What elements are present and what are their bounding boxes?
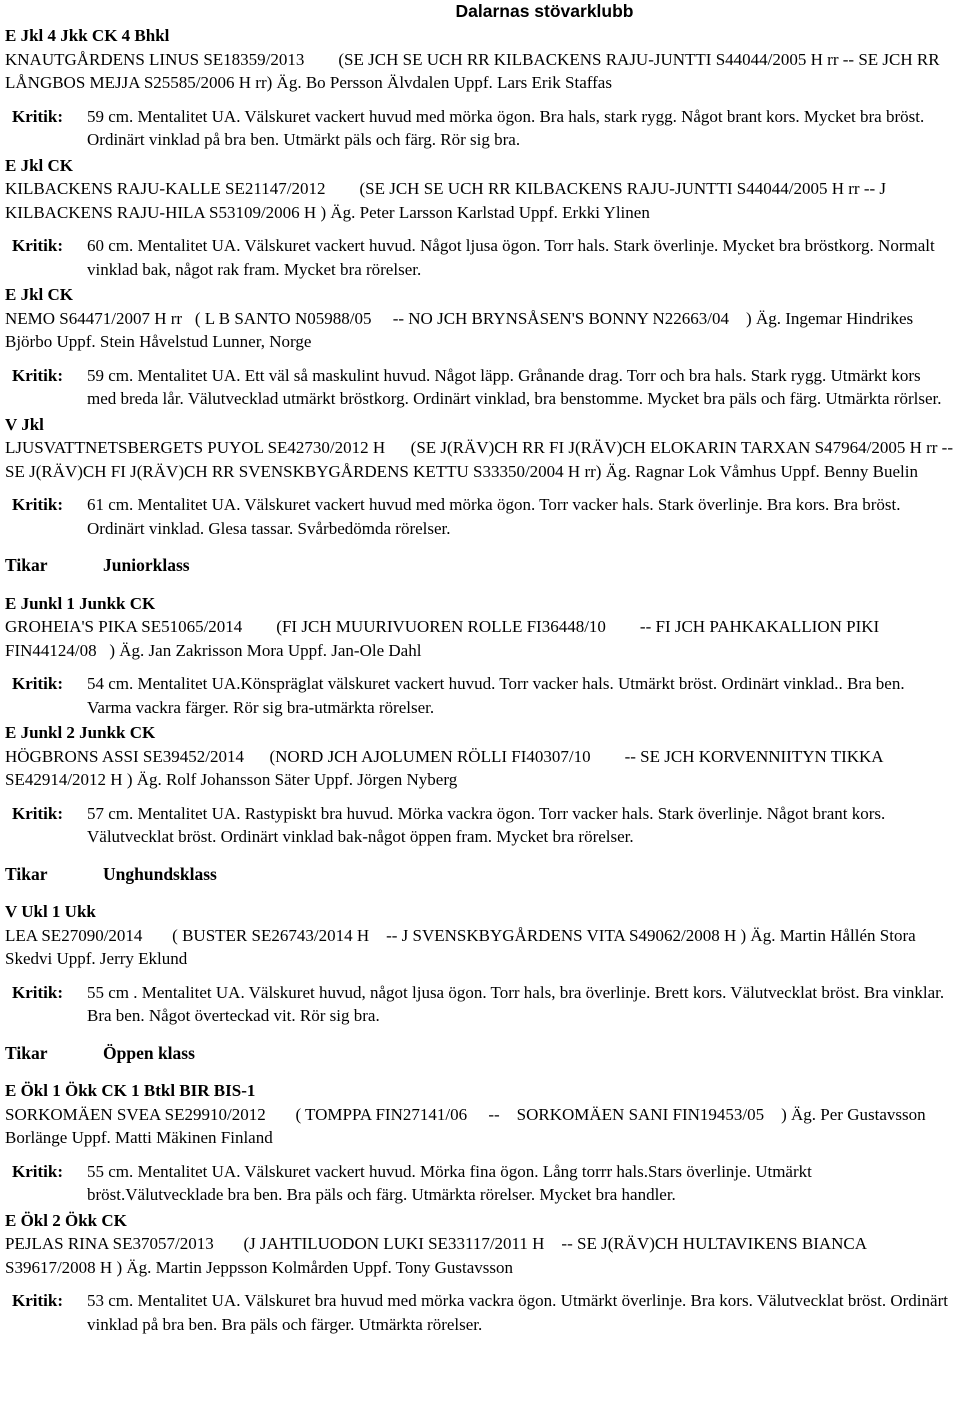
entry-dog-info: PEJLAS RINA SE37057/2013 (J JAHTILUODON LUKI SE33117/2011 H -- SE J(RÄV)CH HULTAVIKENS BIANCA S39617/2008 H ) Äg. Martin Jeppsson Kolmården Uppf. Tony Gustavsson [5,1234,871,1277]
entry-award: E Junkl 2 Junkk CK [5,723,156,742]
critique-text: 54 cm. Mentalitet UA.Könspräglat välskuret vackert huvud. Torr vacker hals. Utmärkt bröst. Ordinärt vinklad.. Bra ben. Varma vackra färger. Rör sig bra-utmärkta rörelser. [87,674,905,717]
critique-text: 59 cm. Mentalitet UA. Ett väl så maskulint huvud. Något läpp. Grånande drag. Torr och bra hals. Stark rygg. Utmärkt kors med breda lår. Välutvecklad utmärkt bröstkorg. Ordinärt vinklad, bra benstomme. Mycket bra päls och färg. Utmärkta rörlser. [87,365,942,408]
entry-award: V Ukl 1 Ukk [5,902,96,921]
critique-label: Kritik: [12,803,63,823]
entry-award: E Ökl 2 Ökk CK [5,1210,127,1230]
dog-entry [5,721,954,849]
critique-label: Kritik: [12,1161,63,1181]
critique-label: Kritik: [12,982,63,1002]
critique-text: 61 cm. Mentalitet UA. Välskuret vackert huvud med mörka ögon. Torr vacker hals. Stark överlinje. Bra kors. Bra bröst. Ordinärt vinklad. Glesa tassar. Svårbedömda rörelser. [87,495,901,538]
entry-critique [5,493,954,540]
critique-label: Kritik: [12,674,63,693]
section-sex: Tikar [5,1042,48,1063]
entry-dog-info: GROHEIA'S PIKA SE51065/2014 (FI JCH MUURIVUOREN ROLLE FI36448/10 -- FI JCH PAHKAKALLION PIKI FIN44124/08 ) Äg. Jan Zakrisson Mora Uppf. Jan-Ole Dahl [5,617,884,660]
section-class: Unghundsklass [103,863,217,884]
section-heading [5,863,954,887]
critique-text: 53 cm. Mentalitet UA. Välskuret bra huvud med mörka vackra ögon. Utmärkt överlinje. Bra kors. Välutvecklat bröst. Ordinärt vinklad på bra ben. Bra päls och färger. Utmärkta rörelser. [87,1291,948,1334]
dog-entry [5,24,954,152]
entry-critique [5,234,954,281]
critique-text: 55 cm . Mentalitet UA. Välskuret huvud, något ljusa ögon. Torr hals, bra överlinje. Brett kors. Välutvecklat bröst. Bra vinklar. Bra ben. Något överteckad vit. Rör sig bra. [87,982,945,1025]
entry-award: E Jkl 4 Jkk CK 4 Bhkl [5,26,170,45]
dog-entry [5,592,954,720]
entry-dog-info: SORKOMÄEN SVEA SE29910/2012 ( TOMPPA FIN27141/06 -- SORKOMÄEN SANI FIN19453/05 ) Äg. Per Gustavsson Borlänge Uppf. Matti Mäkinen Finland [5,1104,930,1147]
entry-award: E Jkl CK [5,155,74,175]
entry-critique [5,802,954,849]
entry-critique [5,672,954,719]
dog-entry [5,900,954,1028]
critique-label: Kritik: [12,106,63,126]
entry-dog-info: KILBACKENS RAJU-KALLE SE21147/2012 (SE JCH SE UCH RR KILBACKENS RAJU-JUNTTI S44044/2005 H rr -- J KILBACKENS RAJU-HILA S53109/2006 H ) Äg. Peter Larsson Karlstad Uppf. Erkki Ylinen [5,179,891,222]
entry-award: E Junkl 1 Junkk CK [5,593,156,613]
entry-award: E Ökl 1 Ökk CK 1 Btkl BIR BIS-1 [5,1081,256,1100]
critique-text: 60 cm. Mentalitet UA. Välskuret vackert huvud. Något ljusa ögon. Torr hals. Stark överlinje. Mycket bra bröstkorg. Normalt vinklad bak, något rak fram. Mycket bra rörelser. [87,236,935,279]
dog-entry [5,1079,954,1207]
section-heading [5,1042,954,1066]
entry-dog-info: NEMO S64471/2007 H rr ( L B SANTO N05988/05 -- NO JCH BRYNSÅSEN'S BONNY N22663/04 ) Äg. Ingemar Hindrikes Björbo Uppf. Stein Håvelstud Lunner, Norge [5,308,918,351]
entry-award: E Jkl CK [5,285,74,304]
entry-critique [5,105,954,152]
entry-critique [5,1160,954,1207]
entry-critique [5,1289,954,1336]
section-sex: Tikar [5,863,48,884]
section-class: Juniorklass [103,555,190,575]
critique-label: Kritik: [12,1291,63,1310]
section-sex: Tikar [5,555,48,575]
entry-dog-info: KNAUTGÅRDENS LINUS SE18359/2013 (SE JCH SE UCH RR KILBACKENS RAJU-JUNTTI S44044/2005 H rr -- SE JCH RR LÅNGBOS MEJJA S25585/2006 H rr) Äg. Bo Persson Älvdalen Uppf. Lars Erik Staffas [5,49,944,92]
entry-dog-info: HÖGBRONS ASSI SE39452/2014 (NORD JCH AJOLUMEN RÖLLI FI40307/10 -- SE JCH KORVENNIITYN TIKKA SE42914/2012 H ) Äg. Rolf Johansson Säter Uppf. Jörgen Nyberg [5,746,887,789]
dog-entry [5,283,954,411]
dog-entry [5,1209,954,1337]
entry-award: V Jkl [5,414,44,434]
entry-dog-info: LJUSVATTNETSBERGETS PUYOL SE42730/2012 H (SE J(RÄV)CH RR FI J(RÄV)CH ELOKARIN TARXAN S47964/2005 H rr -- SE J(RÄV)CH FI J(RÄV)CH RR SVENSKBYGÅRDENS KETTU S33350/2004 H rr) Äg. Ragnar Lok Våmhus Uppf. Benny Buelin [5,438,958,481]
critique-label: Kritik: [12,236,63,255]
page-title: Dalarnas stövarklubb [455,1,634,21]
entry-critique [5,981,954,1028]
critique-label: Kritik: [12,495,63,514]
critique-text: 55 cm. Mentalitet UA. Välskuret vackert huvud. Mörka fina ögon. Lång torrr hals.Stars överlinje. Utmärkt bröst.Välutvecklade bra ben. Bra päls och färg. Utmärkta rörelser. Mycket bra handler. [87,1161,812,1204]
entry-dog-info: LEA SE27090/2014 ( BUSTER SE26743/2014 H -- J SVENSKBYGÅRDENS VITA S49062/2008 H ) Äg. Martin Hållén Stora Skedvi Uppf. Jerry Eklund [5,925,920,968]
dog-entry [5,154,954,282]
results-list [5,24,958,1336]
critique-text: 59 cm. Mentalitet UA. Välskuret vackert huvud med mörka ögon. Bra hals, stark rygg. Något brant kors. Mycket bra bröst. Ordinärt vinklad på bra ben. Utmärkt päls och färg. Rör sig bra. [87,106,925,149]
critique-label: Kritik: [12,365,63,385]
critique-text: 57 cm. Mentalitet UA. Rastypiskt bra huvud. Mörka vackra ögon. Torr vacker hals. Stark överlinje. Något brant kors. Välutvecklat bröst. Ordinärt vinklad bak-något öppen fram. Mycket bra rörelser. [87,803,886,846]
entry-critique [5,364,954,411]
section-class: Öppen klass [103,1042,195,1063]
dog-entry [5,413,958,541]
section-heading [5,554,954,578]
